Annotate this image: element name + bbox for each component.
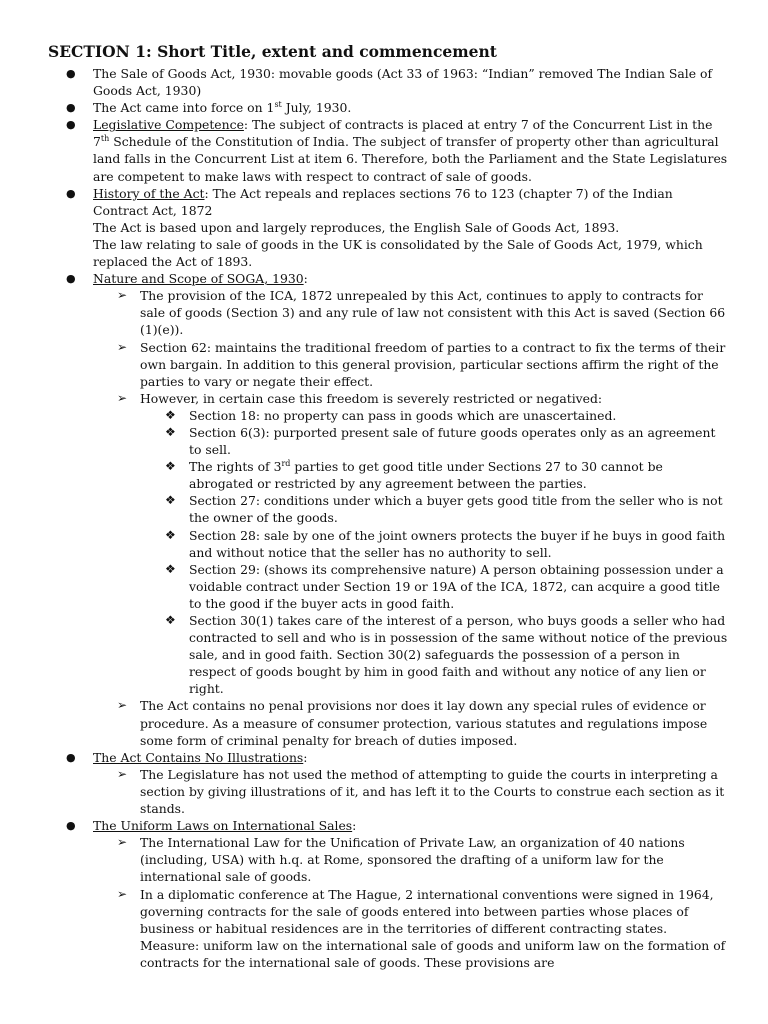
arrow-marker: ➢ [117,886,128,901]
list-item [66,65,730,99]
list-item [66,185,730,270]
item-text: In a diplomatic conference at The Hague, 2 international conventions were signed in 1964, governing contracts for the sale of goods entered into between parties whose places of business or habitual residences are in the territories of different contracting states. Measure: uniform law on the international sale of goods and uniform law on the formation of contracts for the international sale of goods. These provisions are [140,886,726,970]
nested-list-item [165,561,730,612]
item-text: Section 62: maintains the traditional freedom of parties to a contract to fix the terms of their own bargain. In addition to this general provision, particular sections affirm the right of the parties to vary or negate their effect. [140,339,726,389]
bullet-marker: ● [66,101,76,115]
topic-heading: Legislative Competence [93,117,244,133]
list-item [66,270,730,287]
topic-heading: The Uniform Laws on International Sales [93,818,353,834]
item-text: : [303,271,308,287]
list-item [66,99,730,116]
topic-heading: History of the Act [93,185,205,201]
nested-list-item [165,458,730,492]
arrow-marker: ➢ [117,835,128,850]
sub-list-item [117,339,730,390]
sub-list-item [117,390,730,407]
bullet-marker: ● [66,750,76,764]
item-text: Section 27: conditions under which a buyer gets good title from the seller who is not the owner of the goods. [189,493,723,526]
bullet-marker: ● [66,272,76,286]
item-text: The Act contains no penal provisions nor does it lay down any special rules of evidence or procedure. As a measure of consumer protection, various statutes and regulations impose some form of criminal penalty for breach of duties imposed. [140,698,708,748]
diamond-marker: ❖ [165,493,176,508]
item-text: Schedule of the Constitution of India. The subject of transfer of property other than agricultural land falls in the Concurrent List at item 6. Therefore, both the Parliament and the State Legislatures are competent to make laws with respect to contract of sale of goods. [93,134,728,184]
bullet-marker: ● [66,186,76,200]
item-text: Section 28: sale by one of the joint owners protects the buyer if he buys in good faith and without notice that the seller has no authority to sell. [189,527,726,560]
topic-heading: The Act Contains No Illustrations [93,749,304,765]
nested-list-item [165,612,730,697]
item-text: July, 1930. [281,100,352,116]
item-text: parties to get good title under Sections 27 to 30 cannot be abrogated or restricted by any agreement between the parties. [189,459,663,492]
sub-list-item [117,766,730,817]
arrow-marker: ➢ [117,390,128,405]
topic-heading: Nature and Scope of SOGA, 1930 [93,271,304,287]
diamond-marker: ❖ [165,407,176,422]
arrow-marker: ➢ [117,698,128,713]
diamond-marker: ❖ [165,527,176,542]
diamond-marker: ❖ [165,459,176,474]
item-text: The Sale of Goods Act, 1930: movable goods (Act 33 of 1963: “Indian” removed The Indian Sale of Goods Act, 1930) [93,66,713,99]
nested-list-item [165,492,730,526]
superscript: th [100,134,110,144]
sub-list-item [117,697,730,748]
item-text: The provision of the ICA, 1872 unrepealed by this Act, continues to apply to contracts for sale of goods (Section 3) and any rule of law not consistent with this Act is saved (Section 66 (1)(e)). [140,288,726,338]
item-text: Section 30(1) takes care of the interest of a person, who buys goods a seller who had contracted to sell and who is in possession of the same without notice of the previous sale, and in good faith. Section 30(2) safeguards the possession of a person in respect of goods bought by him in good faith and without any notice of any lien or right. [189,613,728,697]
nested-list-item [165,424,730,458]
list-item [66,749,730,766]
item-text: : The Act repeals and replaces sections 76 to 123 (chapter 7) of the Indian Contract Act, 1872 [93,185,673,218]
superscript: st [274,100,282,110]
item-text: The Legislature has not used the method of attempting to guide the courts in interpreting a section by giving illustrations of it, and has left it to the Courts to construe each section as it stands. [140,766,725,817]
list-item [66,817,730,834]
item-text: The rights of 3 [189,459,282,475]
section-heading: SECTION 1: Short Title, extent and commencement [48,42,497,61]
item-text: : [303,749,308,765]
item-text: : [352,818,357,834]
nested-list-item [165,407,730,424]
diamond-marker: ❖ [165,561,176,576]
nested-list-item [165,527,730,561]
item-text: Section 18: no property can pass in goods which are unascertained. [189,407,617,423]
item-text: The law relating to sale of goods in the UK is consolidated by the Sale of Goods Act, 1979, which replaced the Act of 1893. [93,236,703,270]
item-text: Section 6(3): purported present sale of future goods operates only as an agreement to sell. [189,424,716,458]
item-text: Section 29: (shows its comprehensive nature) A person obtaining possession under a voidable contract under Section 19 or 19A of the ICA, 1872, can acquire a good title to the good if the buyer acts in good faith. [189,561,724,611]
bullet-marker: ● [66,118,76,132]
arrow-marker: ➢ [117,766,128,781]
list-item [66,116,730,184]
arrow-marker: ➢ [117,288,128,303]
item-text: : The subject of contracts is placed at entry 7 of the Concurrent List in the 7 [93,117,713,150]
item-text: However, in certain case this freedom is severely restricted or negatived: [140,390,603,406]
diamond-marker: ❖ [165,424,176,439]
superscript: rd [281,459,291,469]
diamond-marker: ❖ [165,613,176,627]
item-text: The Act came into force on 1 [93,100,275,116]
sub-list-item [117,886,730,971]
arrow-marker: ➢ [117,339,128,354]
bullet-marker: ● [66,67,76,80]
bullet-marker: ● [66,819,76,833]
item-text: The Act is based upon and largely reproduces, the English Sale of Goods Act, 1893. [93,219,620,235]
sub-list-item [117,287,730,338]
item-text: The International Law for the Unification of Private Law, an organization of 40 nations (including, USA) with h.q. at Rome, sponsored the drafting of a uniform law for the international sale of goods. [140,835,685,885]
sub-list-item [117,834,730,885]
